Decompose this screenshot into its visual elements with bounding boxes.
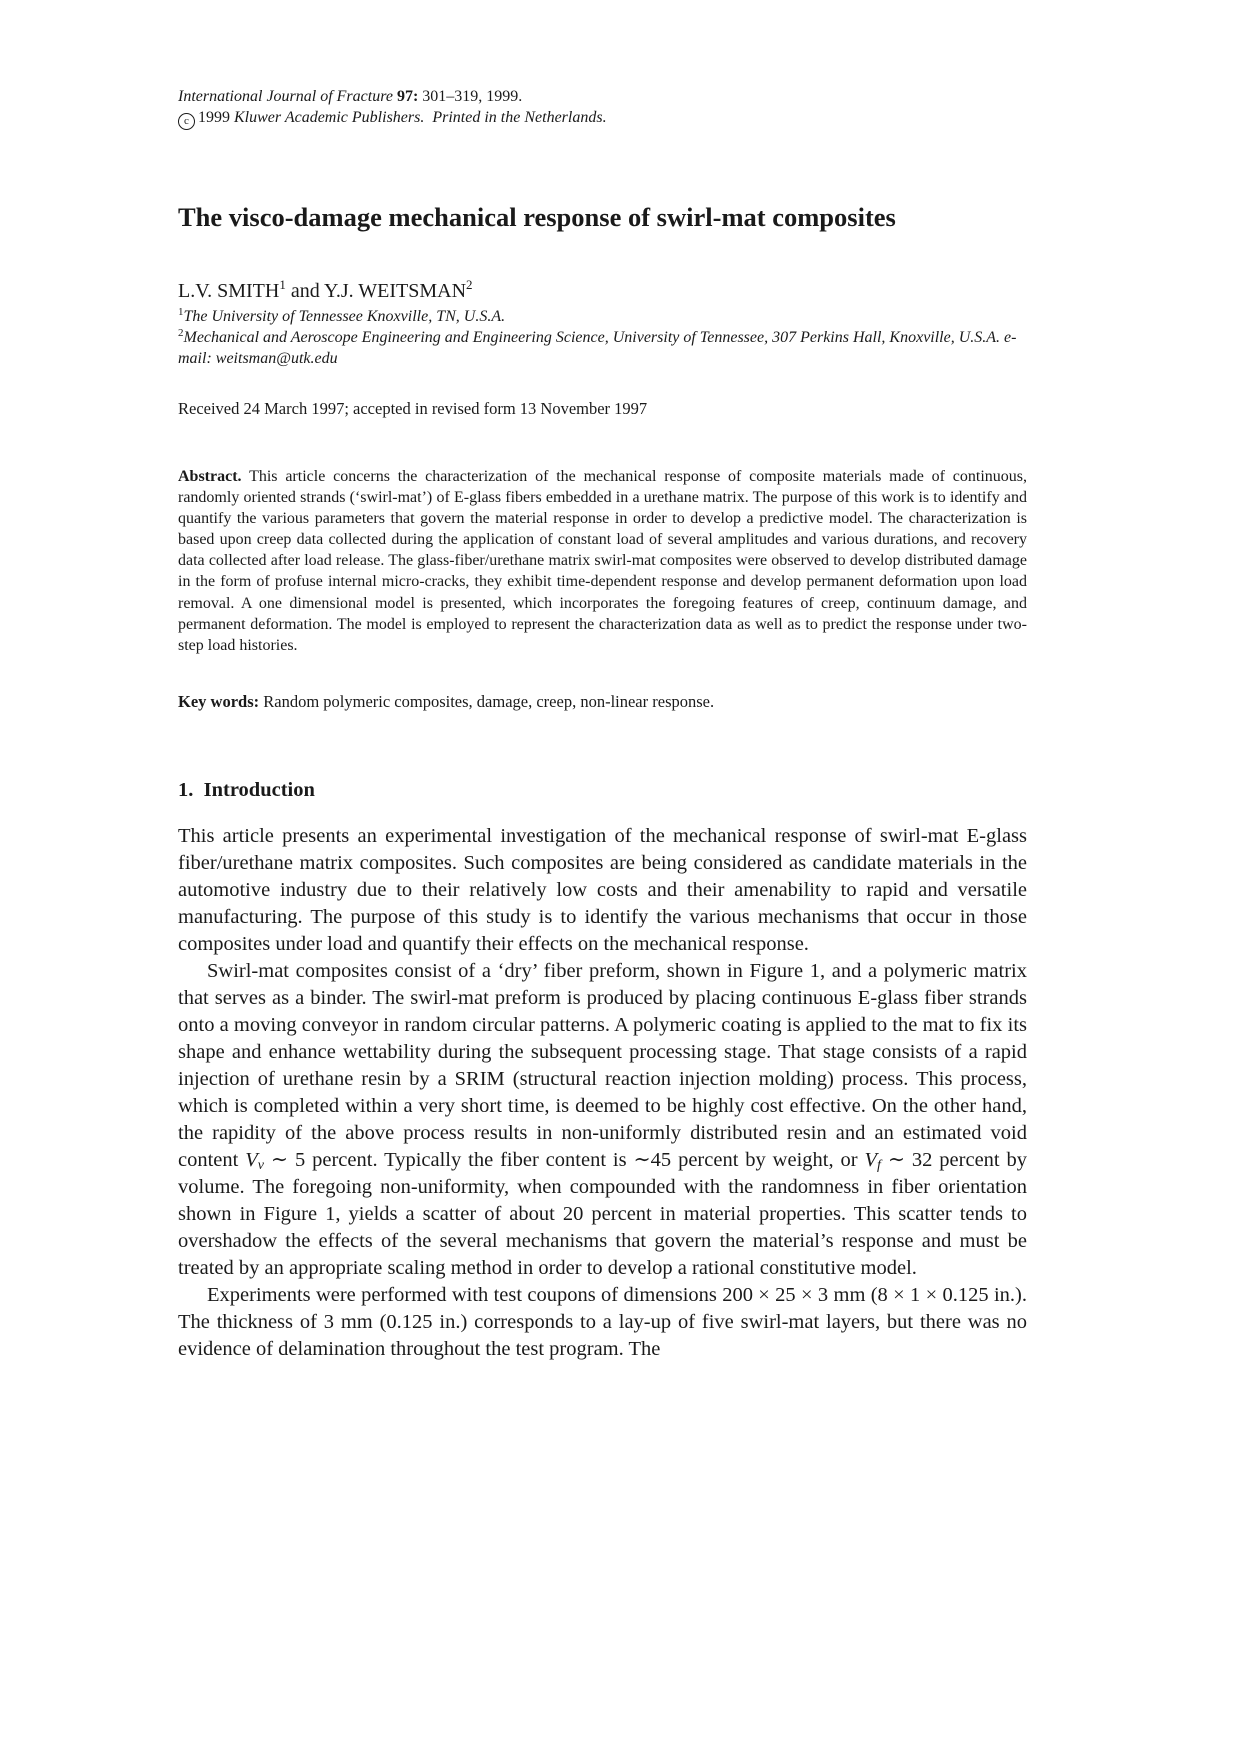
printed-location: Printed in the Netherlands. [432, 109, 607, 126]
keywords [178, 691, 714, 712]
author-2: Y.J. WEITSMAN [323, 280, 467, 302]
affiliation-2 [178, 327, 1027, 369]
fiber-volume-symbol [865, 1149, 881, 1171]
keywords-label: Key words: [178, 692, 260, 711]
journal-copyright [178, 107, 607, 130]
author-2-sup: 2 [466, 277, 473, 292]
paragraph-2 [178, 958, 1027, 1282]
keywords-text: Random polymeric composites, damage, creep, non-linear response. [263, 692, 715, 711]
section-title: Introduction [203, 779, 315, 801]
vv-letter: V [245, 1149, 258, 1171]
paragraph-2-part-a: Swirl-mat composites consist of a ‘dry’ fiber preform, shown in Figure 1, and a polymeric matrix that serves as a binder. The swirl-mat preform is produced by placing continuous E-glass fiber strands onto a moving conveyor in random circular patterns. A polymeric coating is applied to the mat to fix its shape and enhance wettability during the subsequent processing stage. That stage consists of a rapid injection of urethane resin by a SRIM (structural reaction injection molding) process. This process, which is completed within a very short time, is deemed to be highly cost effective. On the other hand, the rapidity of the above process results in non-uniformly distributed resin and an estimated void content [178, 960, 1027, 1171]
author-1: L.V. SMITH [178, 280, 280, 302]
abstract-text: This article concerns the characterization of the mechanical response of composite materials made of continuous, randomly oriented strands (‘swirl-mat’) of E-glass fibers embedded in a urethane matrix. The purpose of this work is to identify and quantify the various parameters that govern the material response in order to develop a predictive model. The characterization is based upon creep data collected during the application of constant load of several amplitudes and various durations, and recovery data collected after load release. The glass-fiber/urethane matrix swirl-mat composites were observed to develop distributed damage in the form of profuse internal micro-cracks, they exhibit time-dependent response and develop permanent deformation upon load removal. A one dimensional model is presented, which incorporates the foregoing features of creep, continuum damage, and permanent deformation. The model is employed to represent the characterization data as well as to predict the response under two-step load histories. [178, 468, 1027, 654]
paragraph-2-part-b: ∼ 5 percent. Typically the fiber content is ∼45 percent by weight, or [270, 1149, 858, 1171]
publisher: Kluwer Academic Publishers. [234, 109, 425, 126]
author-line [178, 279, 473, 303]
received-dates: Received 24 March 1997; accepted in revised form 13 November 1997 [178, 399, 648, 418]
copyright-icon: c [178, 113, 195, 130]
vf-subscript: f [877, 1158, 881, 1173]
copyright-year: 1999 [198, 109, 230, 126]
affiliation-2-sup: 2 [178, 327, 184, 339]
section-heading [178, 777, 315, 803]
paragraph-1: This article presents an experimental investigation of the mechanical response of swirl-mat E-glass fiber/urethane matrix composites. Such composites are being considered as candidate materials in the automotive industry due to their relatively low costs and their amenability to rapid and versatile manufacturing. The purpose of this study is to identify the various mechanisms that occur in those composites under load and quantify their effects on the mechanical response. [178, 825, 1027, 955]
paragraph-3: Experiments were performed with test coupons of dimensions 200 × 25 × 3 mm (8 × 1 × 0.125 in.). The thickness of 3 mm (0.125 in.) corresponds to a lay-up of five swirl-mat layers, but there was no evidence of delamination throughout the test program. The [178, 1284, 1027, 1360]
void-content-symbol [245, 1149, 264, 1171]
abstract-label: Abstract. [178, 468, 242, 485]
paragraph-2-part-c: ∼ 32 percent by volume. The foregoing non-uniformity, when compounded with the randomness in fiber orientation shown in Figure 1, yields a scatter of about 20 percent in material properties. This scatter tends to overshadow the effects of the several mechanisms that govern the material’s response and must be treated by an appropriate scaling method in order to develop a rational constitutive model. [178, 1149, 1028, 1279]
journal-volume: 97: [396, 88, 419, 105]
affiliation-1-text: The University of Tennessee Knoxville, TN, U.S.A. [183, 308, 506, 325]
section-number: 1. [178, 779, 194, 801]
paper-title: The visco-damage mechanical response of swirl-mat composites [178, 202, 896, 232]
abstract [178, 466, 1027, 656]
body-text [178, 823, 1027, 1363]
vf-letter: V [864, 1149, 878, 1171]
journal-citation [178, 86, 607, 107]
vv-subscript: v [257, 1158, 264, 1173]
journal-pages-year: 301–319, 1999. [422, 88, 523, 105]
journal-name: International Journal of Fracture [178, 88, 393, 105]
author-and: and [290, 280, 320, 302]
affiliation-1 [178, 306, 1027, 327]
journal-header [178, 86, 607, 130]
affiliation-1-sup: 1 [178, 306, 184, 318]
affiliation-2-text: Mechanical and Aeroscope Engineering and Engineering Science, University of Tennessee, 307 Perkins Hall, Knoxville, U.S.A. e-mail: weitsman@utk.edu [178, 329, 1017, 367]
author-1-sup: 1 [279, 277, 286, 292]
